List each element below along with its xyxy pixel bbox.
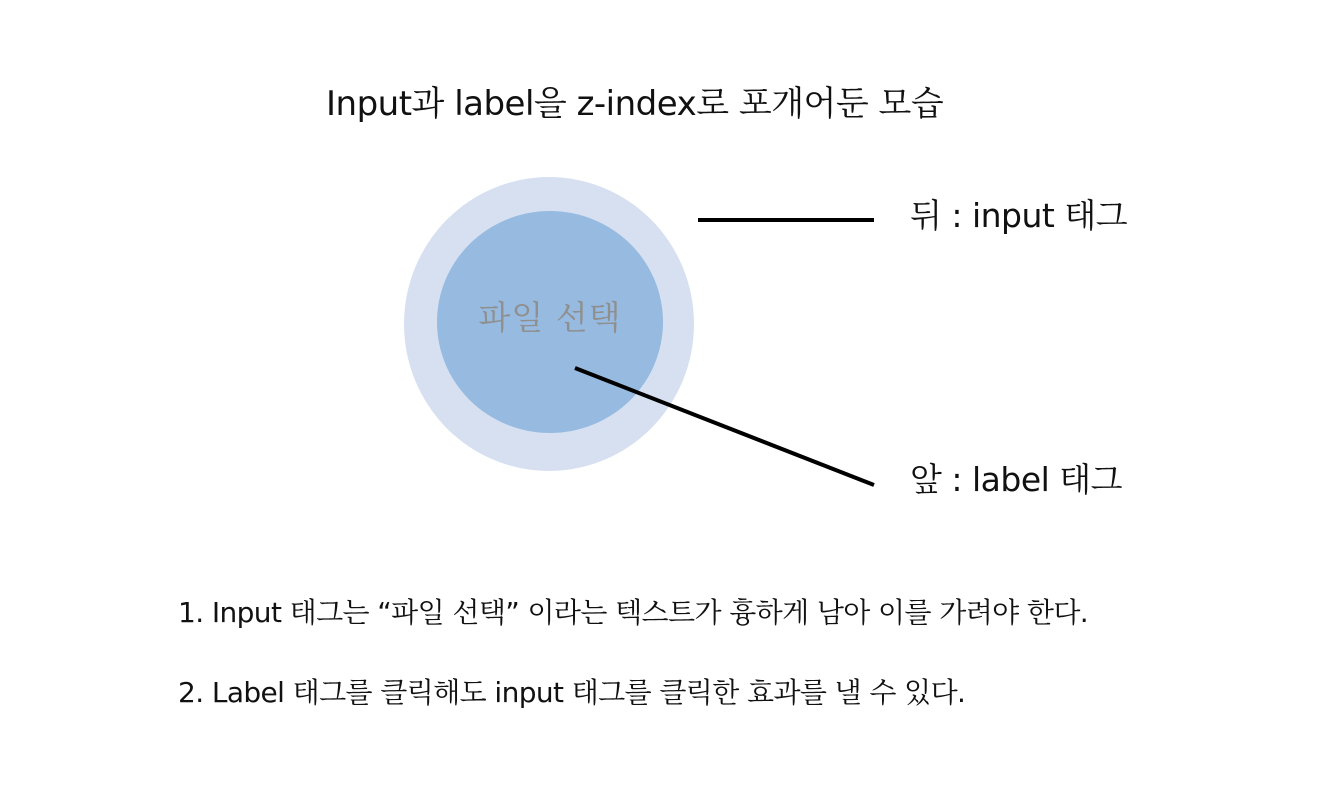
file-select-text: 파일 선택: [478, 298, 622, 337]
note-item-1: 1. Input 태그는 “파일 선택” 이라는 텍스트가 흉하게 남아 이를 가려야 한다.: [178, 596, 1089, 629]
callout-input-tag: 뒤 : input 태그: [910, 196, 1128, 235]
note-item-2: 2. Label 태그를 클릭해도 input 태그를 클릭한 효과를 낼 수 있다.: [178, 676, 966, 709]
diagram-title: Input과 label을 z-index로 포개어둔 모습: [326, 84, 944, 124]
callout-label-tag: 앞 : label 태그: [910, 460, 1123, 499]
